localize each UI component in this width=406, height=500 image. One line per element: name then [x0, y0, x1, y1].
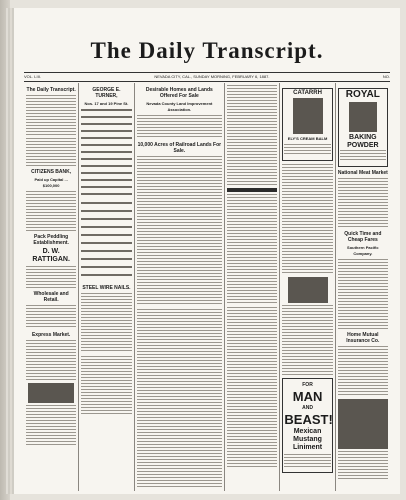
col2-goods-list	[81, 109, 131, 199]
newspaper-title: The Daily Transcript.	[90, 38, 324, 63]
col5-catarrh: CATARRH	[293, 90, 322, 96]
col5-balm-text	[284, 144, 330, 156]
col6-pacific: Southern Pacific Company.	[347, 245, 379, 256]
col4-text	[227, 85, 277, 185]
col4-text3	[227, 307, 277, 467]
col1-text6	[26, 405, 76, 445]
col5-man1: FOR	[302, 382, 313, 388]
dateline	[24, 72, 390, 82]
col1-text5	[26, 340, 76, 380]
col5-man4: BEAST!	[284, 412, 333, 427]
col3-heading: Desirable Homes and Lands Offered For Sale	[145, 87, 213, 99]
dateline-volume: VOL. LIII.	[24, 74, 41, 79]
column-1	[24, 83, 79, 491]
col1-wholesale: Wholesale and Retail.	[33, 291, 69, 303]
col2-goods-list2	[81, 202, 131, 282]
col6-royal2: BAKING POWDER	[347, 134, 379, 149]
col1-rates	[26, 138, 76, 166]
dateline-date: NEVADA CITY, CAL., SUNDAY MORNING, FEBRUARY 6, 1887.	[154, 74, 270, 79]
col5-man3: AND	[302, 405, 313, 411]
column-5	[280, 83, 335, 491]
col6-royal	[340, 90, 386, 150]
col2-text	[81, 293, 131, 353]
newspaper-page	[14, 8, 400, 494]
col1-illustration	[28, 383, 74, 403]
col2-steel: STEEL WIRE NAILS.	[82, 285, 131, 291]
col2-nos: Nos. 17 and 19 Pine St.	[84, 101, 129, 106]
col6-quick: Quick Time and Cheap Fares	[344, 231, 382, 243]
col5-man2: MAN	[292, 389, 323, 404]
col6-text3	[338, 346, 388, 396]
col6-illustration	[338, 399, 388, 449]
columns	[24, 83, 390, 491]
col3-listings2	[137, 309, 223, 489]
col5-text	[282, 164, 332, 274]
column-3	[135, 83, 226, 491]
column-6	[336, 83, 390, 491]
col5-balm: ELY'S CREAM BALM	[287, 136, 328, 141]
col2-name: GEORGE E. TURNER,	[92, 87, 121, 99]
col1-text	[26, 95, 76, 135]
col3-listings	[137, 156, 223, 306]
col1-text2	[26, 191, 76, 231]
page-binding	[0, 0, 10, 500]
col1-pack: Pack Peddling Establishment.	[33, 234, 69, 246]
col6-royal-text	[340, 150, 386, 162]
col3-acres: 10,000 Acres of Railroad Lands For Sale.	[137, 142, 222, 154]
col3-text	[137, 115, 223, 139]
col6-ins: Home Mutual Insurance Co.	[346, 332, 380, 344]
col5-catarrh-image	[293, 98, 323, 134]
col6-market: National Meat Market	[337, 170, 388, 176]
col5-mexican: Mexican Mustang Liniment	[292, 428, 323, 451]
col1-rattigan: D. W. RATTIGAN.	[32, 248, 70, 263]
col6-royal1: ROYAL	[345, 89, 380, 100]
col6-royal-ad	[338, 88, 388, 167]
col6-text2	[338, 259, 388, 329]
col1-heading: The Daily Transcript.	[26, 87, 76, 93]
col1-bank: CITIZENS BANK,	[31, 169, 72, 175]
column-4	[225, 83, 280, 491]
column-2	[79, 83, 134, 491]
col1-express: Express Market.	[31, 332, 71, 338]
col5-building-image	[288, 277, 328, 303]
col6-text	[338, 178, 388, 228]
col4-rule	[227, 188, 277, 192]
col5-liniment-text	[284, 454, 330, 468]
col5-liniment-ad	[282, 378, 332, 473]
dateline-number: NO.	[382, 74, 390, 79]
col5-text2	[282, 305, 332, 375]
masthead	[14, 38, 400, 72]
col4-text2	[227, 194, 277, 304]
col3-sub: Nevada County Land Improvement Association.	[146, 101, 213, 112]
col2-text2	[81, 356, 131, 416]
col1-text4	[26, 305, 76, 329]
col6-text4	[338, 451, 388, 481]
col1-text3	[26, 266, 76, 288]
col6-royal-can	[349, 102, 377, 132]
col1-capital: Paid up Capital ... $100,000	[34, 177, 68, 188]
col5-catarrh-ad	[282, 88, 332, 161]
